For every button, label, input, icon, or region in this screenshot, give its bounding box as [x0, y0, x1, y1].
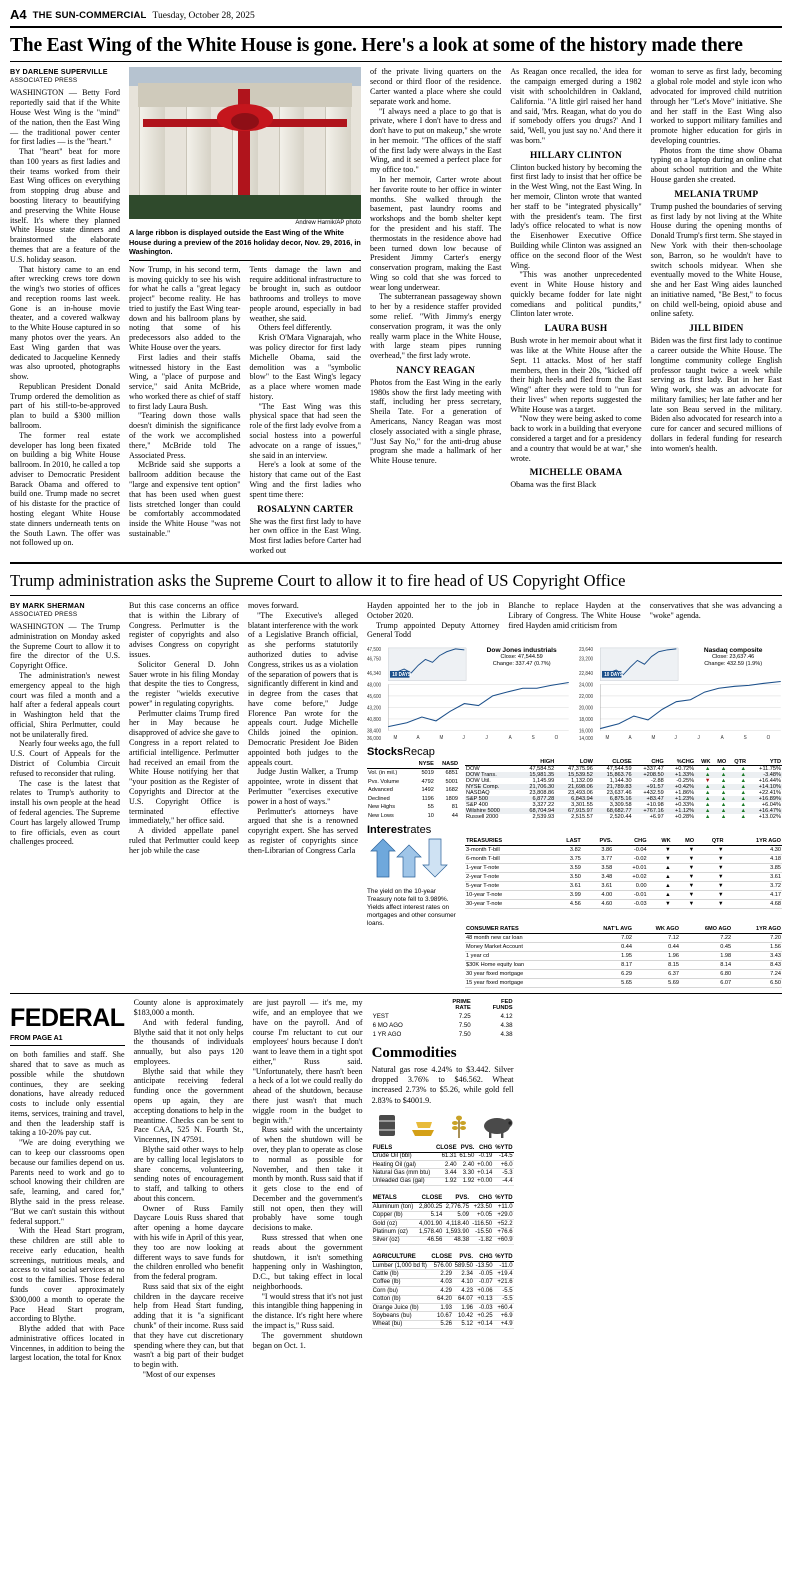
story1-photo	[129, 67, 361, 260]
svg-text:47,500: 47,500	[367, 647, 382, 654]
story2-col5	[508, 601, 640, 640]
table-row: 1 year cd 1.95 1.96 1.98 3.43	[466, 953, 781, 960]
paragraph: Clinton bucked history by becoming the first first lady to insist that her office be in the West Wing, not the East Wing. In her memoir, Clinton wrote that wanted her staff to be "integrated physically" with the president's team. The first lady's office relocated to what is now the Eisenhower Executive Office Building while Clinton was assigned an office on the second floor of the West Wing.	[510, 162, 642, 270]
metals-table: METALS CLOSE PVS. CHG %YTD Aluminum (ton) 2,800.25 2,776.75 +23.50 +11.0 Copper (lb) 5.14 5.09 +0.05 +29.0 Gold (oz) 4,001.90 4,118.40 -116.50 +52.2 Platinum (oz) 1,578.40 1,593.90 -15.50 +76.6 Silver (oz) 46.56 48.38 -1.82 +60.9	[372, 1195, 513, 1244]
interest-rates-body	[367, 837, 782, 988]
story2-col4	[367, 601, 499, 640]
table-row: Cattle (lb) 2.29 2.34 -0.05 +19.4	[372, 1271, 513, 1278]
svg-text:J: J	[697, 736, 700, 742]
table-row: 6-month T-bill 3.75 3.77 -0.02 ▼ ▼ ▼ 4.18	[466, 856, 781, 863]
svg-text:A: A	[628, 736, 632, 742]
stocks-recap-title: StocksRecap	[367, 746, 435, 759]
paragraph: That history came to an end after wrecking crews tore down the wing's two stories of offices and reception rooms last week. Gone is an in-house movie theater, and a covered walkway to the White House captured in so many photos over the years. An East Wing garden that was dedicated to Jacqueline Kennedy was also uprooted, photographs show.	[10, 264, 120, 382]
table-row: 48 month new car loan 7.02 7.12 7.22 7.20	[466, 935, 781, 942]
svg-text:38,400: 38,400	[367, 729, 382, 735]
paragraph: Judge Justin Walker, a Trump appointee, wrote in dissent that Perlmutter "exercises executive power in a host of ways."	[248, 767, 358, 806]
table-row: Soybeans (bu) 10.67 10.42 +0.25 +6.9	[372, 1312, 513, 1319]
table-row: 1 YR AGO 7.50 4.38	[372, 1031, 513, 1039]
svg-text:A: A	[508, 736, 512, 742]
table-row: Platinum (oz) 1,578.40 1,593.90 -15.50 +76.6	[372, 1228, 513, 1235]
story1-col4	[510, 67, 641, 555]
prime-fed-table	[372, 998, 514, 1039]
table-row: $30K Home equity loan 8.17 8.15 8.14 8.43	[466, 962, 781, 969]
wheat-icon	[444, 1110, 474, 1140]
commodity-icons	[372, 1110, 514, 1140]
table-row: Pvs. Volume 4792 5001	[368, 778, 458, 785]
chart-dow-close: Close: 47,544.59	[500, 654, 543, 661]
svg-text:A: A	[720, 736, 724, 742]
story2-headline: Trump administration asks the Supreme Court to allow it to fire head of US Copyright Office	[10, 570, 626, 590]
table-row: 30-year T-note 4.56 4.60 -0.03 ▼ ▼ ▼ 4.68	[466, 901, 781, 908]
paragraph: Hayden appointed her to the job in October 2020.	[367, 601, 500, 620]
table-row: 2-year T-note 3.50 3.48 +0.02 ▲ ▼ ▼ 3.61	[466, 874, 781, 881]
paragraph: Obama was the first Black	[510, 480, 597, 490]
photo-caption: A large ribbon is displayed outside the East Wing of the White House during a preview of the 2016 holiday decor, Nov. 29, 2016, in Washington.	[129, 228, 361, 260]
table-row: Advanced 1492 1682	[368, 787, 458, 794]
svg-text:22,000: 22,000	[578, 694, 593, 701]
paragraph: County alone is approximately $183,000 a month.	[133, 998, 244, 1018]
paragraph: Bush wrote in her memoir about what it was like at the White House after the Sept. 11 attacks. Most of her staff members, then in their 20s, "kicked off their high heels and fled from the East Wing" after they were told to "run for their lives" when reports suggested the White House was a target.	[510, 336, 642, 414]
table-row: S&P 400 3,327.22 3,301.55 3,309.58 +10.98 +0.33% ▲ ▲ ▲ +6.04%	[466, 802, 781, 809]
table-row: 1-year T-note 3.59 3.58 +0.01 ▲ ▼ ▼ 3.85	[466, 865, 781, 872]
paragraph: Owner of Russ Family Daycare Louis Russ shared that after opening a home daycare with his wife in April of this year, they too are now looking at different ways to save funds for the children enrolled who benefit from the federal program.	[133, 1203, 244, 1282]
paragraph: But this case concerns an office that is within the Library of Congress. Perlmutter is the register of copyrights and also advises Congress on copyright issues.	[129, 601, 239, 660]
paragraph: woman to serve as first lady, becoming a global role model and style icon who advocated for improved child nutrition through her "Let's Move" initiative. She and her staff in the East Wing also worked to support military families and promote higher education for girls in developing countries.	[650, 67, 782, 145]
masthead	[10, 8, 782, 23]
story2-columns	[10, 601, 782, 988]
paragraph: "This was another unprecedented event in White House history and quickly became fodder for late night comedians and political pundits," Clinton later wrote.	[510, 270, 642, 319]
table-row: Russell 2000 2,539.93 2,515.57 2,520.44 +6.97 +0.28% ▲ ▲ ▲ +13.02%	[466, 814, 781, 821]
treasury-block	[465, 837, 782, 988]
table-row: 10-year T-note 3.99 4.00 -0.01 ▲ ▼ ▼ 4.17	[466, 892, 781, 899]
masthead-rule	[10, 26, 782, 28]
table-row: New Highs 55 81	[368, 804, 458, 811]
paragraph: Russ said that six of the eight children in the daycare receive help from Head Start funding, adding that it is "a significant chunk" of their income. Russ said that they have cut discretionary spending where they can, but that wasn't a big part of their budget to begin with.	[133, 1281, 244, 1370]
table-row: 30 year fixed mortgage 6.29 6.37 6.80 7.24	[466, 971, 781, 978]
stocks-recap-body	[367, 759, 782, 820]
story1-col3	[370, 67, 501, 555]
paragraph: Republican President Donald Trump ordered the demolition as part of his still-to-be-approved plan to build a $300 million ballroom.	[10, 381, 120, 430]
issue-date: Tuesday, October 28, 2025	[152, 11, 255, 21]
paragraph: Krish O'Mara Vignarajah, who was policy director for first lady Michelle Obama, said the demolition was a "symbolic blow" to the East Wing's legacy as a place where women made history.	[249, 333, 361, 401]
subhead-melania-trump: MELANIA TRUMP	[674, 189, 759, 200]
consumer-rates-table: CONSUMER RATES NAT'L AVG WK AGO 6MO AGO 1YR AGO 48 month new car loan 7.02 7.12 7.22 7.20 Money Market Account 0.44 0.44 0.45 1.56 1 year cd 1.95 1.96 1.98 3.43 $30K Home equity loan 8.17 8.15 8.14 8.43 30 year fixed mortgage 6.29 6.37 6.80 7.24 15 year fixed mortgage 5.65 5.69 6.07 6.50	[466, 926, 781, 987]
table-row: Declined 1196 1809	[368, 795, 458, 802]
commodities-col	[372, 998, 514, 1379]
paragraph: "Most of our expenses	[142, 1369, 216, 1379]
table-row: Natural Gas (mm btu) 3.44 3.30 +0.14 -5.3	[372, 1170, 513, 1177]
story2-byline-org: ASSOCIATED PRESS	[10, 611, 78, 619]
paragraph: McBride said she supports a ballroom addition because the "large and expensive tent option" that has been used when guest lists stretched longer than could be comfortably accommodated inside the White House "was not sustainable."	[129, 460, 241, 538]
paragraph: The case is the latest that relates to Trump's authority to install his own people at the head of federal agencies. The Supreme Court has largely allowed Trump to fire officials, even as court challenges proceed.	[10, 778, 120, 847]
paper-name: THE SUN-COMMERCIAL	[32, 10, 147, 21]
svg-text:J: J	[674, 736, 677, 742]
commodities-title: Commodities	[371, 1045, 457, 1062]
table-row: 15 year fixed mortgage 5.65 5.69 6.07 6.50	[466, 980, 781, 987]
paragraph: "Tearing down those walls doesn't diminish the significance of the work we accomplished there," McBride told The Associated Press.	[129, 411, 241, 460]
svg-text:24,000: 24,000	[578, 683, 593, 689]
story2-right	[367, 601, 782, 988]
story1-subcolumns	[129, 265, 361, 556]
paragraph: Blythe added that with Pace administrative offices located in Vincennes, in addition to being the largest location, the total for Knox	[10, 1324, 125, 1363]
paragraph: "We are doing everything we can to keep our classrooms open because our families depend on us. Parents need to work and go to school knowing their children are safe, learning, and cared for," Blythe said in the press release. "But we can't sustain this without federal support."	[10, 1138, 125, 1226]
svg-text:46,340: 46,340	[367, 671, 382, 678]
table-row: Wheat (bu) 5.26 5.12 +0.14 +4.9	[372, 1321, 513, 1328]
paragraph: Blythe said other ways to help are by calling local legislators to share concerns, volunteering, sending notes of encouragement to staff, and talking to others about this concern.	[133, 1144, 244, 1203]
chart-nasdaq	[579, 646, 783, 742]
svg-text:J: J	[462, 736, 465, 742]
table-row: DOW 47,584.52 47,375.96 47,544.59 +337.47 +0.72% ▲ ▲ ▲ +11.75%	[466, 766, 781, 773]
paragraph: WASHINGTON — The Trump administration on Monday asked the Supreme Court to allow it to fire the director of the U.S. Copyright Office.	[10, 622, 120, 671]
paragraph: conservatives that she was advancing a "woke" agenda.	[649, 601, 782, 620]
story1-byline-org: ASSOCIATED PRESS	[10, 77, 78, 85]
paragraph: In her memoir, Carter wrote about her favorite route to her office in winter months. She walked through the basement, past laundry rooms and workshops and the bomb shelter kept for the president and his staff. The thermostats in the residence above had been turned down low because of President Jimmy Carter's energy conservation program, making the East Wing so cold that she was forced to wear long underwear.	[370, 175, 502, 292]
chart-dow-title: Dow Jones industrials	[486, 647, 557, 655]
story2-col2	[129, 601, 239, 988]
story1-col5	[651, 67, 782, 555]
chart-nasdaq-change: Change: 432.59 (1.9%)	[704, 661, 763, 668]
story2-col3	[248, 601, 358, 988]
story1-byline: BY DARLENE SUPERVILLE ASSOCIATED PRESS	[10, 67, 120, 84]
svg-text:45,600: 45,600	[367, 694, 382, 701]
paragraph: "I would stress that it's not just this intangible thing happening in the distance. It's right here where the impact is," Russ said.	[252, 1291, 363, 1331]
svg-text:14,000: 14,000	[578, 737, 593, 743]
table-row: 3-month T-bill 3.82 3.86 -0.04 ▼ ▼ ▼ 4.30	[466, 847, 781, 854]
story2-rule	[10, 595, 782, 596]
paragraph: The subterranean passageway shown to her by a residence staffer provided some relief. "With Jimmy's energy conservation program, it was the only really warm place in the White House, with large steam pipes running overhead," the first lady wrote.	[370, 292, 502, 361]
commodities-summary: Natural gas rose 4.24% to $3.442. Silver dropped 3.76% to $46.562. Wheat increased 2.73% to $5.26, while gold fell 2.83% to $4001.9.	[371, 1065, 514, 1105]
paragraph: That "heart" beat for more than 100 years as first ladies and their teams worked from their East Wing offices on everything from stopping drug abuse and boosting literacy to beautifying and preserving the White House itself. It's where they planned White House state dinners and brainstormed the elaborate themes that are a feature of the U.S. holiday season.	[10, 147, 120, 264]
federal-col1	[10, 998, 125, 1379]
paragraph: Russ stressed that when one reads about the government shutdown, it isn't something happening only in Washington, D.C., but taking effect in local neighborhoods.	[252, 1232, 363, 1291]
paragraph: The former real estate developer has long been fixated on building a big White House ballroom. In 2010, he called a top adviser to Democratic President Barack Obama and offered to build one. Trump made no secret of his distaste for the practice of hosting elegant White House state dinners underneath tents on the South Lawn. The offer was not followed up on.	[10, 430, 120, 548]
paragraph: And with federal funding, Blythe said that it not only helps the thousands of individuals annually, but also pays 120 employees.	[133, 1017, 244, 1066]
svg-text:48,000: 48,000	[367, 683, 382, 689]
table-row: Corn (bu) 4.29 4.23 +0.06 -5.5	[372, 1287, 513, 1294]
svg-text:23,640: 23,640	[578, 647, 593, 654]
paragraph: Photos from the time show Obama typing on a laptop during an online chat about school nutrition and the White House garden she created.	[650, 145, 782, 185]
table-row: Coffee (lb) 4.03 4.10 -0.07 +21.6	[372, 1279, 513, 1286]
fed-funds-head: FED FUNDS	[492, 999, 513, 1012]
yield-arrows-block	[367, 837, 459, 988]
table-row: Lumber (1,000 bd ft) 576.00 589.50 -13.50 -11.0	[372, 1262, 513, 1269]
paragraph: She was the first first lady to have her own office in the East Wing. Most first ladies before Carter had worked out	[249, 516, 361, 555]
treasury-table: TREASURIES LAST PVS. CHG WK MO QTR 1YR AGO 3-month T-bill 3.82 3.86 -0.04 ▼ ▼ ▼ 4.30 6-month T-bill 3.75 3.77 -0.02 ▼ ▼ ▼ 4.18 1-year T-note 3.59 3.58 +0.01 ▲ ▼ ▼ 3.85 2-year T-note 3.50 3.48 +0.02 ▲ ▼ ▼ 3.61 5-year T-note 3.61 3.61 0.00 ▲ ▼ ▼ 3.72 10-year T-note 3.99 4.00 -0.01 ▲ ▼ ▼ 4.17 30-year T-note 4.56 4.60 -0.03 ▼ ▼ ▼ 4.68	[466, 838, 781, 908]
chart-dow	[367, 646, 571, 742]
table-row: S&P 500 6,877.28 6,843.94 6,875.16 +83.47 +1.23% ▲ ▲ ▲ +16.89%	[466, 796, 781, 803]
subhead-rosalynn-carter: ROSALYNN CARTER	[257, 504, 354, 515]
federal-jump: FROM PAGE A1	[10, 1035, 63, 1043]
paragraph: Blanche to replace Hayden at the Library of Congress. The White House fired Hayden amid criticism from	[508, 601, 641, 630]
table-row: New Lows 10 44	[368, 812, 458, 819]
table-row: DOW Util. 1,145.99 1,132.09 1,144.30 -2.88 -0.25% ▼ ▲ ▲ +16.44%	[466, 778, 781, 785]
paragraph: Now Trump, in his second term, is moving quickly to see his wish for what he calls a "great legacy project" become reality. He has tried to justify the East Wing tear-down and his ballroom plans by noting that some of his predecessors also added to the White House over the years.	[129, 264, 241, 353]
paragraph: The administration's newest emergency appeal to the high court was filed a month and a half after a federal appeals court in Washington held that the official, Shira Perlmutter, could not be unilaterally fired.	[10, 671, 120, 739]
paragraph: Perlmutter's attorneys have argued that she is a renowned copyright expert. She has served as register of copyrights since then-Librarian of Congress Carla	[248, 806, 358, 855]
table-row: Aluminum (ton) 2,800.25 2,776.75 +23.50 +11.0	[372, 1203, 513, 1210]
paragraph: on both families and staff. She shared that to save as much as possible while the shutdown continues, they are seeking donations, have already reduced costs to include only essential items, services, training and travel, and then the leadership staff is taking a 10-20% pay cut.	[10, 1050, 125, 1138]
paragraph: As Reagan once recalled, the idea for the campaign emerged during a 1982 visit with schoolchildren in Oakland, California. "A little girl raised her hand and said, 'Mrs. Reagan, what do you do if somebody offers you drugs?' And I said, 'Well, you just say no.' And there it was born."	[510, 67, 642, 145]
svg-text:M: M	[651, 736, 655, 742]
svg-text:36,000: 36,000	[367, 737, 382, 743]
table-row: YEST 7.25 4.12	[372, 1013, 513, 1021]
bottom-section	[10, 998, 782, 1379]
federal-col2	[134, 998, 244, 1379]
table-row: Vol. (in mil.) 5019 6851	[368, 770, 458, 777]
svg-text:22,840: 22,840	[578, 671, 593, 678]
subhead-jill-biden: JILL BIDEN	[689, 324, 744, 335]
hog-icon	[480, 1110, 514, 1140]
story2-byline: BY MARK SHERMAN ASSOCIATED PRESS	[10, 601, 120, 618]
table-row: Heating Oil (gal) 2.40 2.40 +0.00 +6.0	[372, 1161, 513, 1168]
paragraph: Here's a look at some of the history that came out of the East Wing and the first ladies who spent time there:	[249, 460, 361, 499]
paragraph: Biden was the first first lady to continue a career outside the White House. The longtime community college English professor taught twice a week while serving as first lady. But in her East Wing work, she was an advocate for military families; her late father and her late son Beau served in the military. Biden also advocated for research into a cure for cancer and secured millions of dollars in federal funding for research into women's health.	[650, 336, 782, 453]
paragraph: The government shutdown began on Oct. 1.	[252, 1330, 363, 1350]
subhead-michelle-obama: MICHELLE OBAMA	[529, 468, 623, 479]
svg-text:43,200: 43,200	[367, 706, 382, 712]
svg-text:16,000: 16,000	[578, 729, 593, 735]
svg-text:M: M	[439, 736, 444, 742]
photo-image	[129, 67, 361, 219]
federal-title: FEDERAL	[10, 1004, 125, 1033]
section-divider-1	[10, 562, 782, 564]
paragraph: Russ said with the uncertainty of when the shutdown will be over, they plan to operate as close to normal as possible for November, and then take it month by month. Russ said that if it gets close to the end of December and the government's still not open, then they will probably have some tough decisions to make.	[252, 1125, 363, 1233]
svg-text:40,800: 40,800	[367, 717, 382, 724]
story2-col6	[650, 601, 782, 640]
table-row: Orange Juice (lb) 1.93 1.96 -0.03 +60.4	[372, 1304, 513, 1311]
section-divider-2	[10, 993, 782, 994]
table-row: DOW Trans. 15,981.35 15,539.52 15,863.76 +208.50 +1.33% ▲ ▲ ▲ -3.48%	[466, 772, 781, 779]
page-folio: A4	[10, 7, 27, 22]
table-row: Cotton (lb) 64.20 64.07 +0.13 -5.5	[372, 1296, 513, 1303]
agriculture-table: AGRICULTURE CLOSE PVS. CHG %YTD Lumber (1,000 bd ft) 576.00 589.50 -13.50 -11.0 Cattle (lb) 2.29 2.34 -0.05 +19.4 Coffee (lb) 4.03 4.10 -0.07 +21.6 Corn (bu) 4.29 4.23 +0.06 -5.5 Cotton (lb) 64.20 64.07 +0.13 -5.5 Orange Juice (lb) 1.93 1.96 -0.03 +60.4 Soybeans (bu) 10.67 10.42 +0.25 +6.9 Wheat (bu) 5.26 5.12 +0.14 +4.9	[372, 1254, 513, 1328]
table-row: NASDAQ 23,808.86 23,493.06 23,637.46 +432.59 +1.86% ▲ ▲ ▲ +22.41%	[466, 790, 781, 797]
story1-col2	[250, 265, 362, 556]
subhead-hillary-clinton: HILLARY CLINTON	[529, 150, 622, 161]
svg-text:S: S	[531, 736, 535, 742]
subhead-nancy-reagan: NANCY REAGAN	[396, 365, 476, 376]
subhead-laura-bush: LAURA BUSH	[544, 324, 608, 335]
svg-text:18,000: 18,000	[578, 717, 593, 724]
svg-text:10 DAYS: 10 DAYS	[603, 673, 623, 679]
paragraph: Photos from the East Wing in the early 1980s show the first lady meeting with staff, including her press secretary, Sheila Tate. For a generation of Americans, Nancy Reagan was most closely associated with a single phrase, "Just Say No," for the anti-drug abuse program she made a hallmark of her White House tenure.	[370, 377, 502, 466]
paragraph: "Now they were being asked to come back to work in a building that everyone considered a target and for a presidency and a country that would be at war," she wrote.	[510, 414, 642, 463]
paragraph: Others feel differently.	[258, 323, 332, 333]
svg-text:S: S	[743, 736, 747, 742]
paragraph: Solicitor General D. John Sauer wrote in his filing Monday that despite the ties to Congress, the register "wields executive power" in regulating copyrights.	[129, 659, 239, 708]
table-row: Copper (lb) 5.14 5.09 +0.05 +29.0	[372, 1212, 513, 1219]
paragraph: of the private living quarters on the second or third floor of the residence. Carter wanted a place where she could separate work and home.	[370, 67, 502, 106]
svg-text:M: M	[605, 736, 609, 742]
table-row: Gold (oz) 4,001.90 4,118.40 -116.50 +52.2	[372, 1220, 513, 1227]
svg-text:A: A	[416, 736, 420, 742]
paragraph: With the Head Start program, these children are still able to receive early education, health screenings, nutritious meals, and access to vital social services at no cost to the families. Those federal funds cover approximately $300,000 a month to operate the Pace Head Start program, according to Blythe.	[10, 1226, 125, 1324]
photo-credit: Andrew Harnik/AP photo	[295, 220, 361, 227]
svg-text:M: M	[393, 736, 398, 742]
yield-arrow-icon	[367, 837, 455, 883]
volume-table: NYSE NASD Vol. (in mil.) 5019 6851 Pvs. Volume 4792 5001 Advanced 1492 1682 Declined 1196 1809 New Highs 55 81 New Lows 10 44	[368, 760, 458, 819]
svg-text:O: O	[766, 736, 770, 742]
paragraph: Tents damage the lawn and require additional infrastructure to be brought in, such as outdoor bathrooms and trolleys to move people around, especially in bad weather, she said.	[249, 264, 361, 323]
chart-nasdaq-title: Nasdaq composite	[703, 647, 763, 655]
story1-col1	[10, 67, 120, 555]
table-row: Money Market Account 0.44 0.44 0.45 1.56	[466, 944, 781, 951]
story1-photo-col	[129, 67, 361, 555]
interest-rates-title: Interestrates	[367, 824, 432, 837]
story1-col1b	[129, 265, 241, 556]
table-row: Wilshire 5000 68,704.94 67,915.97 68,682.77 +767.16 +1.12% ▲ ▲ ▲ +16.47%	[466, 808, 781, 815]
svg-text:J: J	[485, 736, 488, 742]
story2-col1	[10, 601, 120, 988]
svg-text:O: O	[554, 736, 559, 742]
federal-col3	[253, 998, 363, 1379]
paragraph: moves forward.	[248, 601, 299, 611]
gold-bars-icon	[408, 1110, 438, 1140]
paragraph: are just payroll — it's me, my wife, and an employee that we have on the payroll. And of course I'm reluctant to cut our employees' hours because I don't want to leave them in a tight spot either," Russ said. "Unfortunately, there hasn't been a heck of a lot we could really do ahead of the shutdown, because there just wasn't that much wiggle room in the budget to begin with."	[252, 998, 363, 1125]
paragraph: First ladies and their staffs witnessed history in the East Wing, a "place of purpose and service," said Anita McBride, who worked there as chief of staff to first lady Laura Bush.	[129, 352, 241, 411]
paragraph: Trump pushed the boundaries of serving as first lady by not living at the White House during the opening months of Donald Trump's first term. She stayed in New York with their then-schoolage son, Barron, so he wouldn't have to switch schools midyear. When she eventually moved to the White House, she and her East Wing aides launched an initiative named, "Be Best," to focus on child well-being, opioid abuse and online safety.	[650, 201, 782, 319]
svg-text:20,000: 20,000	[578, 706, 593, 712]
fuels-table: FUELS CLOSE PVS. CHG %YTD Crude Oil (bbl) 61.31 61.50 -0.19 -14.5 Heating Oil (gal) 2.40 2.40 +0.00 +6.0 Natural Gas (mm btu) 3.44 3.30 +0.14 -5.3 Unleaded Gas (gal) 1.92 1.92 +0.00 -4.4	[372, 1144, 513, 1185]
paragraph: Trump appointed Deputy Attorney General Todd	[367, 620, 500, 640]
paragraph: "The Executive's alleged blatant interference with the work of a Legislative Branch official, as she performs statutorily authorized duties to advise Congress, strikes us as a violation of the separation of powers that is significantly different in kind and in degree from the cases that have come before," Judge Florence Pan wrote for the appeals court. Judge Michelle Childs joined the opinion. Democratic President Joe Biden appointed both judges to the appeals court.	[248, 610, 358, 767]
story1-headline: The East Wing of the White House is gone. Here's a look at some of the history made there	[10, 35, 743, 56]
federal-jump-page[interactable]: PAGE A1	[32, 1035, 63, 1043]
chart-dow-change: Change: 337.47 (0.7%)	[492, 661, 551, 668]
index-table: HIGH LOW CLOSE CHG %CHG WK MO QTR YTD DOW 47,584.52 47,375.96 47,544.59 +337.47 +0.72% ▲ ▲ ▲ +11.75% DOW Trans. 15,981.35 15,539.52 15,863.76 +208.50 +1.33% ▲ ▲ ▲ -3.48% DOW Util. 1,145.99 1,132.09 1,144.30 -2.88 -0.25% ▼ ▲ ▲ +16.44% NYSE Comp. 21,706.30 21,698.06 21,789.83 +91.57 +0.42% ▲ ▲ ▲ +14.10% NASDAQ 23,808.86 23,493.06 23,637.46 +432.59 +1.86% ▲ ▲ ▲ +22.41% S&P 500 6,877.28 6,843.94 6,875.16 +83.47 +1.23% ▲ ▲ ▲ +16.89% S&P 400 3,327.22 3,301.55 3,309.58 +10.98 +0.33% ▲ ▲ ▲ +6.04% Wilshire 5000 68,704.94 67,915.97 68,682.77 +767.16 +1.12% ▲ ▲ ▲ +16.47% Russell 2000 2,539.93 2,515.57 2,520.44 +6.97 +0.28% ▲ ▲ ▲ +13.02%	[466, 759, 781, 821]
svg-text:46,750: 46,750	[367, 657, 382, 663]
headline-rule	[10, 61, 782, 62]
table-row: Unleaded Gas (gal) 1.92 1.92 +0.00 -4.4	[372, 1178, 513, 1185]
oil-barrel-icon	[372, 1110, 402, 1140]
chart-nasdaq-close: Close: 23,637.46	[712, 654, 755, 661]
table-row: NYSE Comp. 21,706.30 21,698.06 21,789.83 +91.57 +0.42% ▲ ▲ ▲ +14.10%	[466, 784, 781, 791]
paragraph: Perlmutter claims Trump fired her in May because he disapproved of advice she gave to Congress in a report related to artificial intelligence. Perlmutter had received an email from the White House notifying her that "your position as the Register of Copyrights and Director at the U.S. Copyright Office is terminated effective immediately," her office said.	[129, 708, 239, 826]
paragraph: "The East Wing was this physical space that had seen the role of the first lady evolve from a social hostess into a powerful advocate on a range of issues," she said in an interview.	[249, 401, 361, 460]
paragraph: Nearly four weeks ago, the full U.S. Court of Appeals for the District of Columbia Circuit refused to reconsider that ruling.	[10, 739, 120, 778]
paragraph: WASHINGTON — Betty Ford reportedly said that if the White House West Wing is the "mind" of the nation, then the East Wing — the traditional power center for first ladies — is the "heart."	[10, 88, 120, 147]
paragraph: Blythe said that while they anticipate receiving federal funding once the government opens up again, they are accepting donations to help in the meantime. Checks can be sent to Pace CAA, 525 N. Fourth St., Vincennes, IN 47591.	[133, 1066, 244, 1145]
paragraph: A divided appellate panel ruled that Perlmutter could keep her job while the case	[129, 826, 239, 855]
yield-note: The yield on the 10-year Treasury note fell to 3.989%. Yields affect interest rates on mortgages and other consumer loans.	[367, 888, 456, 928]
table-row: Crude Oil (bbl) 61.31 61.50 -0.19 -14.5	[372, 1153, 513, 1160]
svg-text:10 DAYS: 10 DAYS	[392, 673, 411, 679]
table-row: 6 MO AGO 7.50 4.38	[372, 1022, 513, 1030]
prime-rate-head: PRIME RATE	[452, 999, 471, 1012]
svg-text:23,200: 23,200	[578, 657, 593, 663]
market-charts	[367, 646, 782, 742]
paragraph: "I always need a place to go that is private, where I don't have to dress and don't have to put on makeup," she wrote in her memoir. "The offices of the staff of the first lady were always in the East Wing, and it seemed a perfect place for my office too."	[370, 106, 502, 175]
table-row: 5-year T-note 3.61 3.61 0.00 ▲ ▼ ▼ 3.72	[466, 883, 781, 890]
table-row: Silver (oz) 46.56 48.38 -1.82 +60.9	[372, 1237, 513, 1244]
story2-top-subcols	[367, 601, 782, 640]
story1-columns	[10, 67, 782, 555]
